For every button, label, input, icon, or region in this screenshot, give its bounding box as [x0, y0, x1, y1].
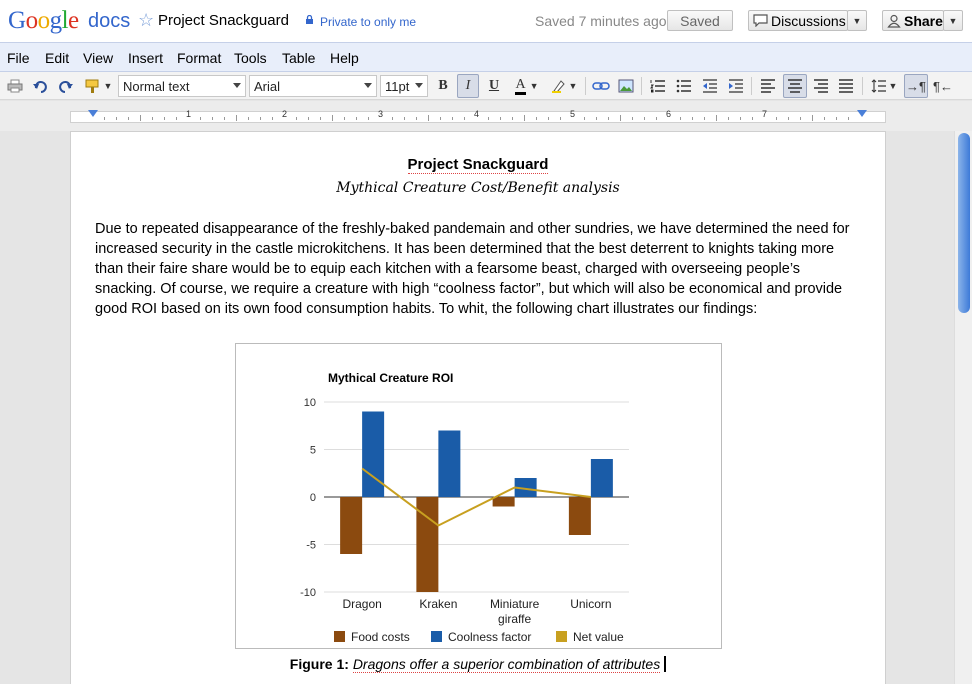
menu-view[interactable]: View	[83, 50, 114, 66]
text-color-letter: A	[515, 78, 525, 95]
ruler-tick	[848, 117, 849, 120]
align-left-icon[interactable]	[758, 74, 778, 98]
roi-chart[interactable]	[235, 343, 722, 649]
bulleted-list-icon[interactable]	[674, 74, 694, 98]
bar-food-costs	[340, 497, 362, 554]
menu-edit[interactable]: Edit	[45, 50, 70, 66]
menu-format[interactable]: Format	[177, 50, 222, 66]
menu-file[interactable]: File	[7, 50, 30, 66]
font-family-select[interactable]	[249, 75, 377, 97]
heading-text: Project Snackguard	[407, 156, 549, 173]
menu-table[interactable]: Table	[282, 50, 316, 66]
ruler-number: 3	[378, 109, 384, 119]
line-spacing-icon[interactable]: ▼	[868, 74, 900, 98]
ruler-tick	[404, 117, 405, 120]
align-right-icon[interactable]	[811, 74, 831, 98]
saved-button[interactable]: Saved	[667, 10, 733, 31]
bar-coolness-factor	[438, 431, 460, 498]
bar-coolness-factor	[591, 459, 613, 497]
y-tick-label: -10	[300, 587, 316, 599]
ruler-tick	[296, 117, 297, 120]
save-status: Saved 7 minutes ago	[535, 13, 667, 29]
star-icon[interactable]: ☆	[138, 10, 155, 30]
formatting-toolbar	[0, 72, 972, 100]
insert-image-icon[interactable]	[616, 74, 636, 98]
x-tick-label: Miniature	[489, 597, 540, 611]
ruler-tick	[212, 117, 213, 120]
ruler-tick	[512, 117, 513, 120]
discussions-menu-arrow[interactable]: ▼	[847, 10, 867, 31]
bold-button[interactable]: B	[438, 78, 448, 93]
increase-indent-icon[interactable]	[726, 74, 746, 98]
bar-coolness-factor	[362, 412, 384, 498]
ruler-number: 5	[570, 109, 576, 119]
y-tick-label: 0	[309, 492, 316, 504]
ruler-tick	[104, 117, 105, 120]
menu-insert[interactable]: Insert	[128, 50, 164, 66]
chart-title: Mythical Creature ROI	[328, 371, 454, 385]
font-size-value: 11pt	[385, 78, 410, 94]
left-indent-marker[interactable]	[88, 110, 98, 117]
chart-canvas	[236, 344, 723, 650]
ruler-tick	[464, 117, 465, 120]
text-cursor	[664, 656, 666, 672]
ruler-tick	[608, 117, 609, 120]
paint-format-icon[interactable]: ▼	[82, 74, 114, 98]
ruler-number: 2	[282, 109, 288, 119]
ruler-tick	[800, 117, 801, 120]
numbered-list-icon[interactable]	[648, 74, 668, 98]
comment-icon	[753, 14, 768, 27]
ruler-tick	[500, 117, 501, 120]
privacy-link[interactable]: Private to only me	[320, 15, 417, 29]
right-indent-marker[interactable]	[857, 110, 867, 117]
ruler-tick	[620, 115, 621, 121]
link-icon[interactable]	[591, 74, 611, 98]
ruler-tick	[776, 117, 777, 120]
legend-swatch	[334, 631, 345, 642]
x-tick-label: Kraken	[419, 597, 458, 611]
legend-label: Coolness factor	[448, 630, 532, 644]
ruler-tick	[704, 117, 705, 120]
decrease-indent-icon[interactable]	[700, 74, 720, 98]
ruler-tick	[488, 117, 489, 120]
ruler-tick	[740, 117, 741, 120]
print-icon[interactable]	[5, 74, 25, 98]
paragraph-style-select[interactable]	[118, 75, 246, 97]
rtl-direction-icon[interactable]: ¶←	[933, 78, 953, 94]
ruler-tick	[752, 117, 753, 120]
ruler-tick	[344, 117, 345, 120]
ruler-number: 1	[186, 109, 192, 119]
ruler-tick	[560, 117, 561, 120]
person-icon	[887, 14, 901, 28]
ruler-number: 7	[762, 109, 768, 119]
ruler-tick	[632, 117, 633, 120]
figure-caption	[71, 656, 885, 672]
y-tick-label: -5	[306, 539, 316, 552]
docs-product-name[interactable]: docs	[88, 10, 131, 32]
legend-swatch	[431, 631, 442, 642]
body-paragraph: Due to repeated disappearance of the freshly-baked pandemain and other sundries, we have determined the need for increased security in the castle microkitchens. It has been determined that the best deterrent to knights taking more than their faire share would be to equip each kitchen with a fearsome beast, charged with overseeing people’s snacking. Of course, we require a creature with high “coolness factor”, but which will also be economical and provide good ROI based on its own food consumption habits. To whit, the following chart illustrates our findings:	[95, 221, 850, 317]
italic-button[interactable]: I	[457, 74, 479, 98]
ruler-tick	[236, 115, 237, 121]
ruler-tick	[596, 117, 597, 120]
ruler-tick	[152, 117, 153, 120]
underline-button[interactable]: U	[488, 78, 500, 93]
share-menu-arrow[interactable]: ▼	[943, 10, 963, 31]
legend-label: Net value	[573, 630, 624, 644]
document-page[interactable]	[70, 131, 886, 684]
share-label: Share	[904, 12, 943, 29]
ruler-number: 6	[666, 109, 672, 119]
app-header	[0, 0, 972, 42]
text-color-button[interactable]: A ▼	[510, 74, 544, 98]
ruler-tick	[728, 117, 729, 120]
ruler-tick	[224, 117, 225, 120]
ruler-tick	[452, 117, 453, 120]
ruler	[0, 101, 972, 131]
ruler-tick	[260, 117, 261, 120]
lock-icon	[305, 15, 314, 24]
ruler-tick	[356, 117, 357, 120]
ltr-direction-icon[interactable]: →¶	[904, 74, 928, 98]
discussions-label: Discussions	[771, 12, 846, 29]
ruler-tick	[656, 117, 657, 120]
highlight-color-icon[interactable]: ▼	[548, 74, 580, 98]
ruler-tick	[320, 117, 321, 120]
ruler-tick	[140, 115, 141, 121]
legend-label: Food costs	[351, 630, 410, 644]
font-size-select[interactable]	[380, 75, 428, 97]
y-tick-label: 10	[303, 397, 316, 409]
document-title[interactable]: Project Snackguard	[158, 12, 289, 29]
ruler-tick	[788, 117, 789, 120]
document-heading	[71, 156, 885, 173]
ruler-tick	[428, 115, 429, 121]
scrollbar-thumb[interactable]	[958, 133, 970, 313]
ruler-tick	[128, 117, 129, 120]
ruler-tick	[824, 117, 825, 120]
ruler-tick	[392, 117, 393, 120]
bar-food-costs	[493, 497, 515, 507]
undo-icon[interactable]	[30, 74, 50, 98]
justify-icon[interactable]	[836, 74, 856, 98]
x-tick-label: giraffe	[498, 612, 532, 626]
paragraph-style-value: Normal text	[123, 78, 190, 94]
document-subheading: Mythical Creature Cost/Benefit analysis	[336, 180, 620, 196]
google-logo[interactable]: Google	[8, 7, 79, 34]
align-center-icon[interactable]	[783, 74, 807, 98]
ruler-tick	[116, 117, 117, 120]
ruler-tick	[440, 117, 441, 120]
menu-help[interactable]: Help	[330, 50, 359, 66]
ruler-tick	[332, 115, 333, 121]
ruler-tick	[812, 115, 813, 121]
ruler-tick	[836, 117, 837, 120]
bar-food-costs	[569, 497, 591, 535]
ruler-tick	[164, 117, 165, 120]
ruler-tick	[416, 117, 417, 120]
ruler-tick	[200, 117, 201, 120]
ruler-tick	[680, 117, 681, 120]
redo-icon[interactable]	[56, 74, 76, 98]
y-tick-label: 5	[309, 444, 316, 457]
ruler-tick	[308, 117, 309, 120]
ruler-tick	[644, 117, 645, 120]
menu-bar	[0, 42, 972, 72]
share-button[interactable]	[882, 10, 944, 31]
ruler-tick	[524, 115, 525, 121]
ruler-tick	[716, 115, 717, 121]
discussions-button[interactable]	[748, 10, 848, 31]
ruler-number: 4	[474, 109, 480, 119]
menu-tools[interactable]: Tools	[234, 50, 267, 66]
legend-swatch	[556, 631, 567, 642]
ruler-tick	[584, 117, 585, 120]
ruler-tick	[692, 117, 693, 120]
vertical-scrollbar[interactable]	[954, 131, 972, 684]
ruler-tick	[536, 117, 537, 120]
ruler-tick	[176, 117, 177, 120]
ruler-tick	[368, 117, 369, 120]
font-family-value: Arial	[254, 78, 281, 94]
ruler-tick	[548, 117, 549, 120]
ruler-tick	[272, 117, 273, 120]
caption-label: Figure 1:	[289, 656, 349, 672]
x-tick-label: Dragon	[342, 597, 382, 611]
caption-text: Dragons offer a superior combination of attributes	[352, 656, 661, 672]
ruler-tick	[248, 117, 249, 120]
x-tick-label: Unicorn	[570, 597, 612, 611]
